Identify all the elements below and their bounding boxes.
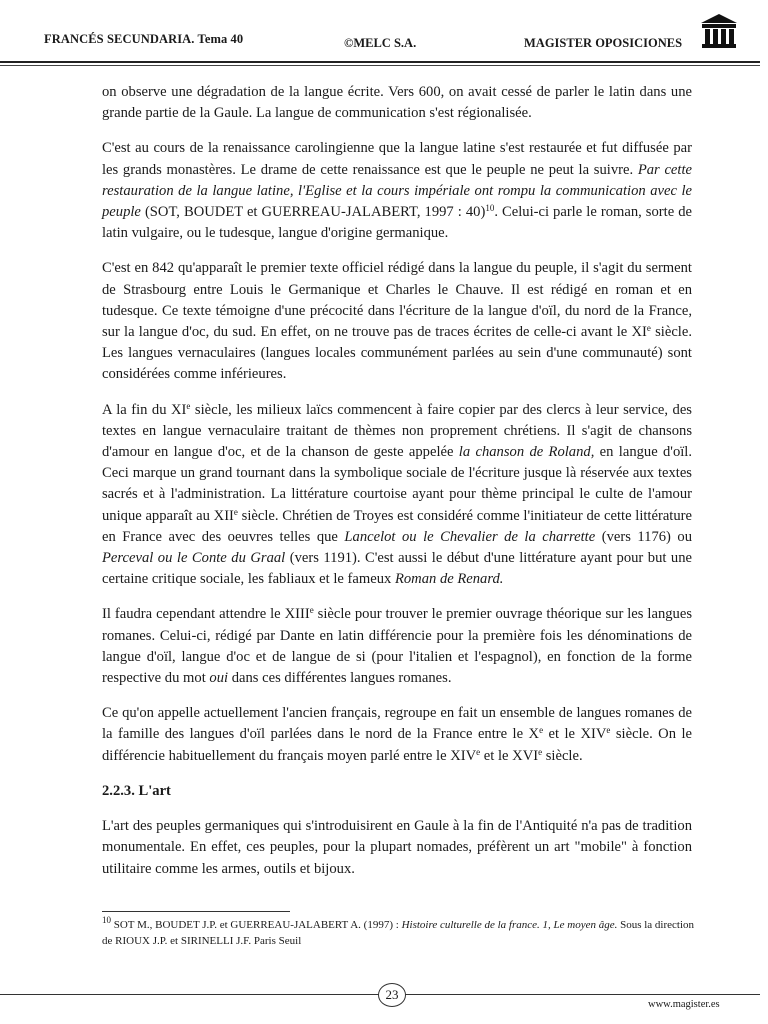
paragraph-3: C'est en 842 qu'apparaît le premier texte officiel rédigé dans la langue du peuple, il s'agit du serment de Strasbourg entre Louis le Germanique et Charles le Chauve. Il est rédigé en roman et en tudesque. Ce texte témoigne d'une précocité dans l'écriture de la langue d'oïl, du nord de la France, sur la langue d'oc, du sud. En effet, on ne trouve pas de traces écrites de celle-ci avant le XIe siècle. Les langues vernaculaires (langues locales communément parlées au sein d'une communauté) sont considérées comme inférieures.	[102, 260, 692, 383]
paragraph-5: Il faudra cependant attendre le XIIIe siècle pour trouver le premier ouvrage théorique sur les langues romanes. Celui-ci, rédigé par Dante en latin différencie pour la première fois les dénominations de langue d'oïl, langue d'oc et de langue de si (pour l'italien et l'espagnol), en fonction de la forme respective du mot oui dans ces différentes langues romanes.	[102, 605, 692, 687]
footnote-number: 10	[102, 915, 111, 925]
header-rule	[0, 61, 760, 63]
temple-building-icon	[700, 12, 738, 50]
page-number: 23	[378, 983, 406, 1007]
header-publisher: MAGISTER OPOSICIONES	[524, 36, 683, 50]
footnote-separator	[102, 911, 290, 912]
paragraph-6: Ce qu'on appelle actuellement l'ancien français, regroupe en fait un ensemble de langues romanes de la famille des langues d'oïl parlées dans le nord de la France entre le Xe et le XIVe siècle. On le différencie habituellement du français moyen parlé entre le XIVe et le XVIe siècle.	[102, 705, 692, 764]
header-course-title: FRANCÉS SECUNDARIA. Tema 40	[44, 32, 244, 46]
paragraph-4: A la fin du XIe siècle, les milieux laïcs commencent à faire copier par des clercs à leur service, des textes en langue vernaculaire traitant de thèmes non proprement chrétiens. Il s'agit de chansons d'amour en langue d'oc, et de la chanson de geste appelée la chanson de Roland, en langue d'oïl. Ceci marque un grand tournant dans la symbolique sociale de l'écriture jusque là réservée aux textes sacrés et à l'administration. La littérature courtoise ayant pour thème principal le culte de l'amour unique apparaît au XIIe siècle. Chrétien de Troyes est considéré comme l'initiateur de cette littérature en France avec des oeuvres telles que Lancelot ou le Chevalier de la charrette (vers 1176) ou Perceval ou le Conte du Graal (vers 1191). C'est aussi le début d'une littérature ayant pour but une certaine critique sociale, les fabliaux et le fameux Roman de Renard.	[102, 400, 692, 588]
footer-website: www.magister.es	[648, 999, 720, 1010]
footnote: $^{10}$ SOT M., BOUDET J.P. et GUERREAU-JALABERT A. (1997) : Histoire culturelle de la france. 1, Le moyen âge. Sous la direction de RIOUX J.P. et SIRINELLI J.F. Paris Seuil	[102, 915, 695, 947]
paragraph-1: on observe une dégradation de la langue écrite. Vers 600, on avait cessé de parler le latin dans une grande partie de la Gaule. La langue de communication s'est régionalisée.	[102, 84, 692, 122]
page-header	[0, 0, 768, 66]
section-heading: 2.2.3. L'art	[102, 782, 171, 799]
paragraph-2: C'est au cours de la renaissance carolingienne que la langue latine s'est restaurée et fut diffusée par les grands monastères. Le drame de cette renaissance est que le peuple ne peut la suivre. Par cette restauration de la langue latine, l'Eglise et la cours impériale ont rompu la communication avec le peuple (SOT, BOUDET et GUERREAU-JALABERT, 1997 : 40)$^{10}$. Celui-ci parle le roman, sorte de latin vulgaire, ou le tudesque, langue d'origine germanique.	[102, 140, 692, 242]
paragraph-7: L'art des peuples germaniques qui s'introduisirent en Gaule à la fin de l'Antiquité n'a pas de tradition monumentale. En effet, ces peuples, pour la plupart nomades, préfèrent un art "mobile" à fonction utilitaire comme les armes, outils et bijoux.	[102, 818, 692, 877]
footnote-ref: 10	[485, 203, 495, 214]
page-body	[102, 82, 692, 894]
header-copyright: ©MELC S.A.	[344, 36, 417, 50]
header-rule-thin	[0, 65, 760, 66]
